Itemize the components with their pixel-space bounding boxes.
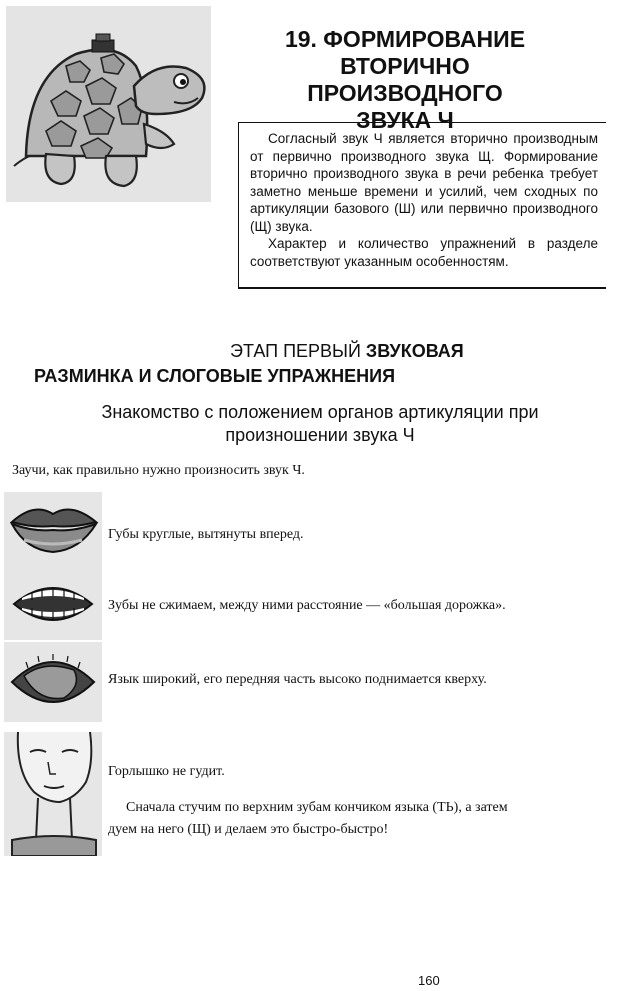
lips-illustration [4,492,102,574]
tongue-illustration [4,642,102,722]
turtle-icon [6,6,211,202]
subsection-title-line: произношении звука Ч [225,425,415,445]
chapter-title-line: ВТОРИЧНО ПРОИЗВОДНОГО [307,53,503,106]
final-instruction-line: дуем на него (Щ) и делаем это быстро-быстро! [108,822,389,837]
articulation-text-throat: Горлышко не гудит. [108,764,225,779]
intro-paragraph: Характер и количество упражнений в разделе соответствуют указанным особенностям. [250,236,598,269]
chapter-title-line: ЗВУКА Ч [356,107,454,133]
throat-icon [4,732,102,856]
final-instruction-line: Сначала стучим по верхним зубам кончиком языка (ТЬ), а затем [126,800,508,815]
intro-paragraph: Согласный звук Ч является вторично производным от первично производного звука Щ. Формирование вторично производного звука в речи ребенка требует заметно меньше времени и усилий, чем сходных по артикуляции базового (Ш) или первично производного (Щ) звука. [250,131,598,234]
instruction-text: Заучи, как правильно нужно произносить звук Ч. [12,463,305,478]
turtle-illustration [6,6,211,202]
stage-label: ЭТАП ПЕРВЫЙ [230,341,361,361]
subsection-title [70,401,570,447]
intro-text [250,130,598,270]
chapter-title-line: 19. ФОРМИРОВАНИЕ [284,26,526,52]
intro-box-rule [238,287,606,289]
stage-heading [230,341,464,362]
articulation-text-lips: Губы круглые, вытянуты вперед. [108,527,304,542]
teeth-illustration [4,568,102,640]
lips-icon [4,492,102,574]
chapter-title [240,26,570,134]
stage-title-part1: ЗВУКОВАЯ [365,341,464,361]
page-number: 160 [418,973,440,988]
final-instruction [108,797,588,841]
articulation-text-tongue: Язык широкий, его передняя часть высоко поднимается кверху. [108,672,487,687]
teeth-icon [4,568,102,640]
articulation-text-teeth: Зубы не сжимаем, между ними расстояние — «большая дорожка». [108,598,506,613]
throat-illustration [4,732,102,856]
subsection-title-line: Знакомство с положением органов артикуляции при [101,402,539,422]
stage-title-part2: РАЗМИНКА И СЛОГОВЫЕ УПРАЖНЕНИЯ [34,366,396,386]
tongue-icon [4,642,102,722]
